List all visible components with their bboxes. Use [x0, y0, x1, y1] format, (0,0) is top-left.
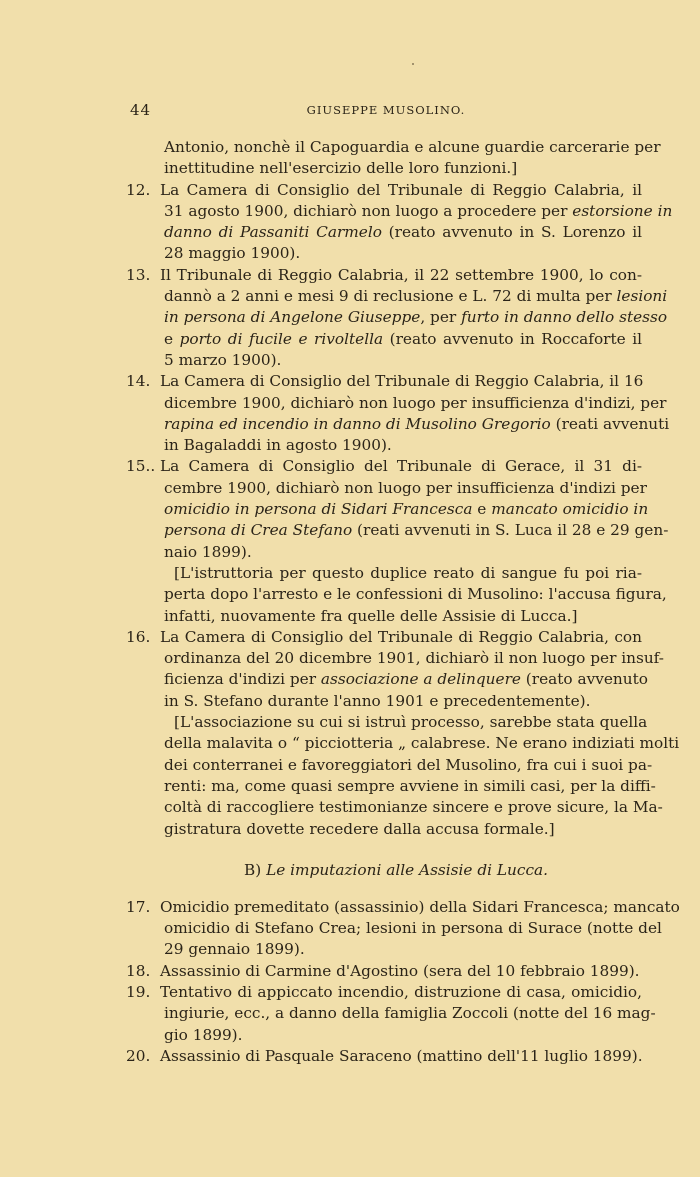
item-number: 16.: [126, 627, 151, 646]
text: cembre 1900, dichiarò non luogo per insufficienza d'indizi per: [164, 478, 647, 497]
item-number: 17.: [126, 897, 151, 916]
text: [L'istruttoria per questo duplice reato di sangue fu poi ria-: [174, 563, 642, 582]
text: ingiurie, ecc., a danno della famiglia Zoccoli (notte del 16 mag-: [164, 1004, 656, 1023]
text-line: [126, 371, 644, 392]
text: 5 marzo 1900).: [164, 350, 282, 369]
item-number: 20.: [126, 1046, 151, 1065]
text-line: [130, 918, 662, 939]
text: , per: [420, 308, 462, 327]
text-line: [130, 712, 648, 733]
text-line: [130, 499, 649, 520]
text: 31 agosto 1900, dichiarò non luogo a procedere per: [164, 201, 573, 220]
text: della malavita o “ picciotteria „ calabrese. Ne erano indiziati molti: [164, 734, 680, 753]
text: ordinanza del 20 dicembre 1901, dichiarò il non luogo per insuf-: [164, 649, 664, 668]
text-line: [130, 939, 642, 960]
text-line: [130, 584, 667, 605]
text: (reati avvenuti in S. Luca il 28 e 29 gen-: [352, 521, 669, 540]
text: gistratura dovette recedere dalla accusa formale.]: [164, 819, 555, 838]
text-line: [130, 201, 673, 222]
text-line: [130, 137, 661, 158]
text-line: [130, 755, 653, 776]
text-line: [130, 478, 647, 499]
text-line: [130, 286, 668, 307]
text-line: [130, 733, 680, 754]
text-line: [126, 897, 680, 918]
text-line: [130, 542, 642, 563]
text: (reati avvenuti: [550, 414, 670, 433]
list-item: [126, 627, 680, 840]
text-line: [126, 180, 642, 201]
text: Omicidio premeditato (assassinio) della Sidari Francesca; mancato: [160, 897, 680, 916]
running-head: GIUSEPPE MUSOLINO.: [306, 103, 466, 117]
section-b-title: Le imputazioni alle Assisie di Lucca.: [266, 860, 549, 879]
text-line: [130, 669, 648, 690]
item-number: 14.: [126, 372, 151, 391]
text: 28 maggio 1900).: [164, 244, 301, 263]
item-number: 13.: [126, 265, 151, 284]
text: dei conterranei e favoreggiatori del Musolino, fra cui i suoi pa-: [164, 755, 653, 774]
text: coltà di raccogliere testimonianze sincere e prove sicure, la Ma-: [164, 798, 663, 817]
text: La Camera di Consiglio del Tribunale di Reggio Calabria, il: [160, 180, 642, 199]
text: Il Tribunale di Reggio Calabria, il 22 settembre 1900, lo con-: [160, 265, 642, 284]
text: in S. Stefano durante l'anno 1901 e precedentemente).: [164, 691, 591, 710]
text-line: [126, 627, 642, 648]
text-line: [126, 265, 642, 286]
text: La Camera di Consiglio del Tribunale di Gerace, il 31 di-: [160, 457, 642, 476]
text-line: [130, 350, 642, 371]
italic-text: lesioni: [616, 287, 668, 306]
italic-text: furto in danno dello stesso: [461, 308, 668, 327]
text-line: [130, 563, 642, 584]
section-b-heading: [130, 860, 642, 881]
item-number: 15..: [126, 457, 156, 476]
text-line: [130, 520, 669, 541]
italic-text: associazione a delinquere: [320, 670, 521, 689]
text-line: [130, 158, 642, 179]
page-header: [130, 101, 642, 121]
text: La Camera di Consiglio del Tribunale di Reggio Calabria, il 16: [160, 372, 644, 391]
italic-text: mancato omicidio in: [491, 500, 649, 519]
text-line: [126, 961, 642, 982]
text: (reato avvenuto: [520, 670, 648, 689]
list-item: [126, 961, 642, 982]
continuation-paragraph: [130, 137, 661, 180]
text-line: [126, 1046, 643, 1067]
text-line: [130, 307, 668, 328]
text: in Bagaladdi in agosto 1900).: [164, 436, 392, 455]
text-line: [130, 414, 670, 435]
text: 29 gennaio 1899).: [164, 940, 305, 959]
text: dicembre 1900, dichiarò non luogo per insufficienza d'indizi, per: [164, 393, 667, 412]
text-line: [130, 222, 642, 243]
list-item: [126, 982, 656, 1046]
text-line: [130, 819, 642, 840]
text-line: [126, 456, 642, 477]
text: e: [164, 329, 180, 348]
text: (reato avvenuto in S. Lorenzo il: [381, 223, 642, 242]
text: renti: ma, come quasi sempre avviene in simili casi, per la diffi-: [164, 776, 656, 795]
text: [L'associazione su cui si istruì processo, sarebbe stata quella: [174, 713, 648, 732]
text-line: [130, 776, 656, 797]
text: infatti, nuovamente fra quelle delle Assisie di Lucca.]: [164, 606, 578, 625]
text: dannò a 2 anni e mesi 9 di reclusione e L. 72 di multa per: [164, 287, 617, 306]
italic-text: omicidio in persona di Sidari Francesca: [164, 500, 473, 519]
item-number: 12.: [126, 180, 151, 199]
list-section-a: [126, 180, 680, 840]
text-line: [130, 797, 663, 818]
list-item: [126, 371, 670, 456]
text: perta dopo l'arresto e le confessioni di Musolino: l'accusa figura,: [164, 585, 667, 604]
text: Antonio, nonchè il Capoguardia e alcune guardie carcerarie per: [164, 138, 661, 156]
page-number: 44: [130, 101, 152, 119]
text-line: [130, 1025, 642, 1046]
italic-text: in persona di Angelone Giuseppe: [164, 308, 421, 327]
text-line: [130, 243, 642, 264]
text: La Camera di Consiglio del Tribunale di Reggio Calabria, con: [160, 627, 642, 646]
text-line: [130, 691, 642, 712]
text-line: [130, 1003, 656, 1024]
list-item: [126, 180, 673, 265]
text: inettitudine nell'esercizio delle loro funzioni.]: [164, 159, 518, 178]
text: gio 1899).: [164, 1025, 243, 1044]
text: e: [472, 500, 492, 519]
text: Tentativo di appiccato incendio, distruzione di casa, omicidio,: [160, 982, 642, 1001]
list-item: [126, 456, 669, 626]
text-line: [130, 435, 642, 456]
italic-text: persona di Crea Stefano: [164, 521, 353, 540]
list-item: [126, 265, 668, 371]
speck: [412, 63, 414, 65]
text: (reato avvenuto in Roccaforte il: [383, 329, 642, 348]
text: naio 1899).: [164, 542, 252, 561]
list-item: [126, 897, 680, 961]
text: Assassinio di Pasquale Saraceno (mattino dell'11 luglio 1899).: [160, 1046, 643, 1065]
italic-text: rapina ed incendio in danno di Musolino Gregorio: [164, 414, 551, 433]
text: ficienza d'indizi per: [164, 670, 321, 689]
list-section-b: [126, 897, 680, 1067]
text-line: [130, 393, 667, 414]
text-line: [130, 606, 642, 627]
text: omicidio di Stefano Crea; lesioni in persona di Surace (notte del: [164, 919, 662, 938]
page-body: [126, 137, 680, 1067]
italic-text: danno di Passaniti Carmelo: [164, 223, 382, 242]
section-b-label: B): [243, 860, 262, 879]
text-line: [130, 648, 664, 669]
text-line: [130, 329, 642, 350]
list-item: [126, 1046, 643, 1067]
italic-text: estorsione in: [572, 201, 673, 220]
text: Assassinio di Carmine d'Agostino (sera del 10 febbraio 1899).: [160, 961, 640, 980]
item-number: 18.: [126, 961, 151, 980]
text-line: [126, 982, 642, 1003]
italic-text: porto di fucile e rivoltella: [179, 329, 384, 348]
item-number: 19.: [126, 982, 151, 1001]
